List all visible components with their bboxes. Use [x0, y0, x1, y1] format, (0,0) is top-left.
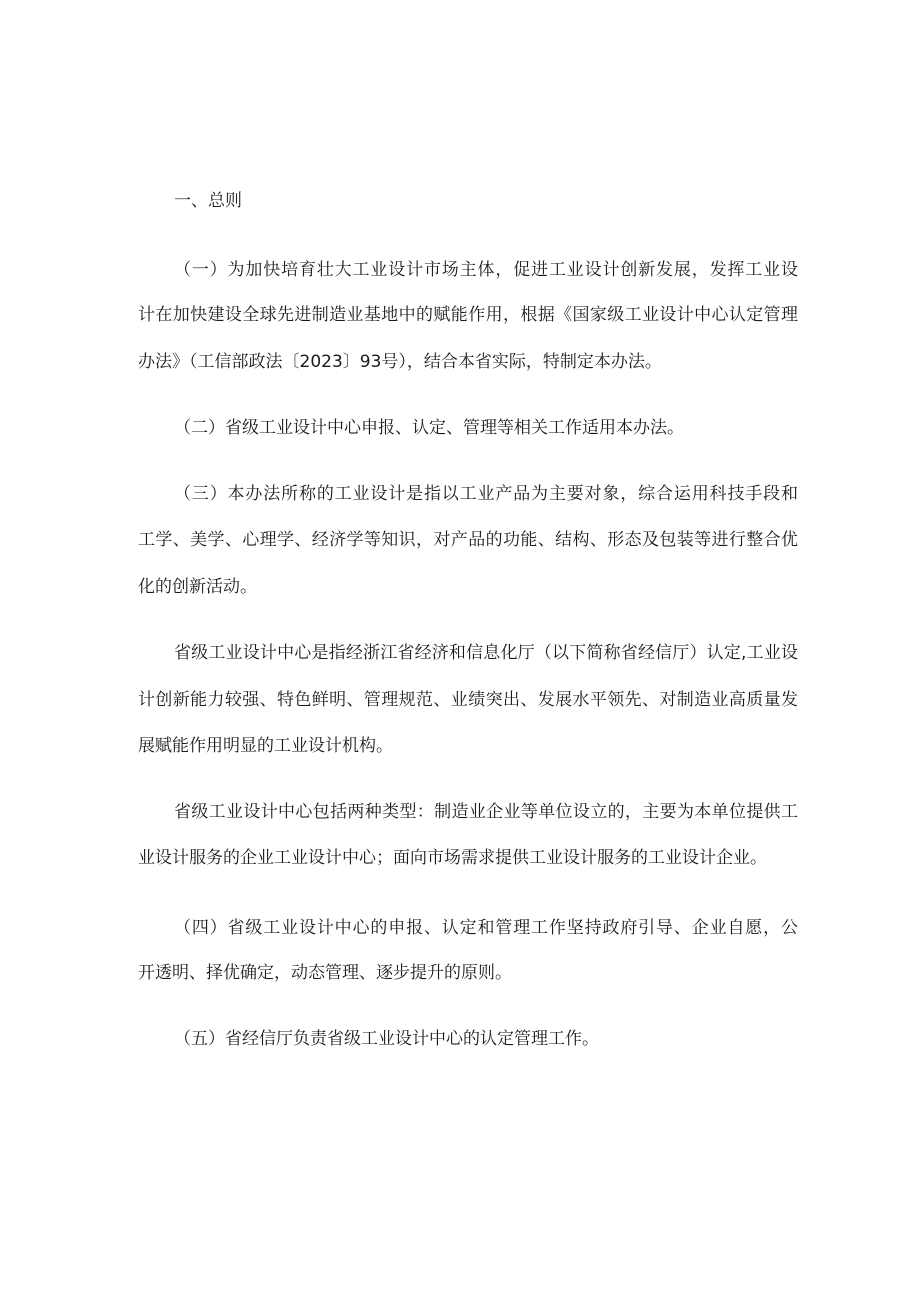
paragraph-5-line-1: 省级工业设计中心包括两种类型：制造业企业等单位设立的，主要为本单位提供工: [174, 802, 798, 822]
paragraph-1-line-1: （一）为加快培育壮大工业设计市场主体，促进工业设计创新发展，发挥工业设: [174, 260, 798, 280]
section-heading: 一、总则: [174, 191, 242, 211]
paragraph-4-line-1: 省级工业设计中心是指经浙江省经济和信息化厅（以下简称省经信厅）认定,工业设: [174, 643, 798, 663]
paragraph-3-line-1: （三）本办法所称的工业设计是指以工业产品为主要对象，综合运用科技手段和: [174, 484, 798, 504]
paragraph-1-line-2: 计在加快建设全球先进制造业基地中的赋能作用，根据《国家级工业设计中心认定管理: [138, 305, 798, 325]
paragraph-6-line-2: 开透明、择优确定，动态管理、逐步提升的原则。: [138, 963, 512, 983]
paragraph-4-line-2: 计创新能力较强、特色鲜明、管理规范、业绩突出、发展水平领先、对制造业高质量发: [138, 690, 798, 710]
paragraph-4-line-3: 展赋能作用明显的工业设计机构。: [138, 736, 393, 756]
paragraph-3-line-3: 化的创新活动。: [138, 577, 257, 597]
paragraph-6-line-1: （四）省级工业设计中心的申报、认定和管理工作坚持政府引导、企业自愿，公: [174, 918, 798, 938]
paragraph-7-line-1: （五）省经信厅负责省级工业设计中心的认定管理工作。: [174, 1029, 599, 1049]
paragraph-3-line-2: 工学、美学、心理学、经济学等知识，对产品的功能、结构、形态及包装等进行整合优: [138, 530, 798, 550]
paragraph-1-line-3: 办法》（工信部政法〔2023〕93号），结合本省实际，特制定本办法。: [138, 352, 662, 372]
paragraph-2-line-1: （二）省级工业设计中心申报、认定、管理等相关工作适用本办法。: [174, 418, 684, 438]
paragraph-5-line-2: 业设计服务的企业工业设计中心；面向市场需求提供工业设计服务的工业设计企业。: [138, 848, 767, 868]
